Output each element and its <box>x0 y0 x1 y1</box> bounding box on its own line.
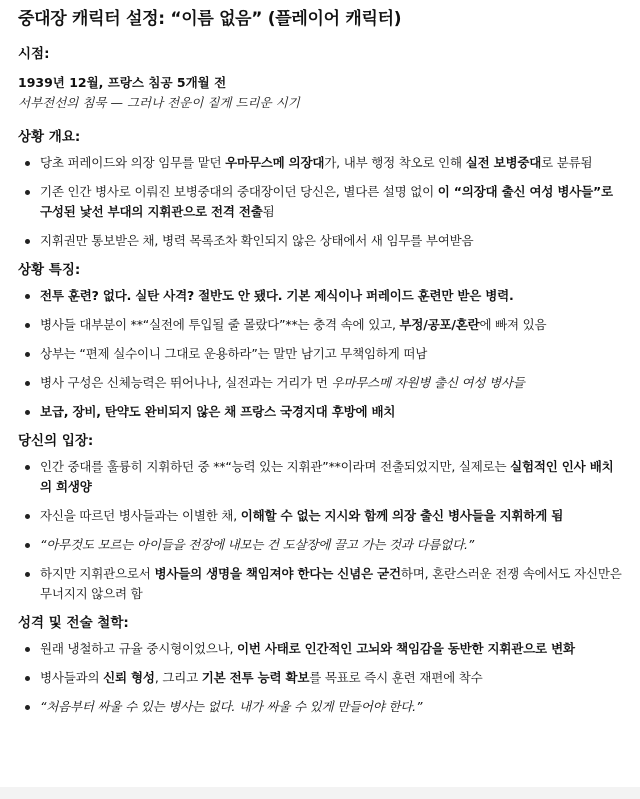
list-item: 보급, 장비, 탄약도 완비되지 않은 채 프랑스 국경지대 후방에 배치 <box>18 402 622 422</box>
position-list <box>18 457 622 604</box>
list-item: 병사들 대부분이 **“실전에 투입될 줄 몰랐다”**는 충격 속에 있고, 부정/공포/혼란에 빠져 있음 <box>18 315 622 335</box>
time-date: 1939년 12월, 프랑스 침공 5개월 전 <box>18 75 227 90</box>
list-item: 원래 냉철하고 규율 중시형이었으나, 이번 사태로 인간적인 고뇌와 책임감을 동반한 지휘관으로 변화 <box>18 639 622 659</box>
list-item: “아무것도 모르는 아이들을 전장에 내모는 건 도살장에 끌고 가는 것과 다름없다.” <box>18 535 622 555</box>
document-title: 중대장 캐릭터 설정: “이름 없음” (플레이어 캐릭터) <box>18 9 402 29</box>
list-item: 지휘권만 통보받은 채, 병력 목록조차 확인되지 않은 상태에서 새 임무를 부여받음 <box>18 231 622 251</box>
section-heading-overview: 상황 개요: <box>18 129 81 145</box>
list-item: 기존 인간 병사로 이뤄진 보병중대의 중대장이던 당신은, 별다른 설명 없이 이 “의장대 출신 여성 병사들”로 구성된 낯선 부대의 지휘관으로 전격 전출됨 <box>18 182 622 222</box>
list-item: 병사들과의 신뢰 형성, 그리고 기본 전투 능력 확보를 목표로 즉시 훈련 재편에 착수 <box>18 668 622 688</box>
section-heading-position: 당신의 입장: <box>18 433 94 449</box>
philosophy-list <box>18 639 622 717</box>
list-item: 하지만 지휘관으로서 병사들의 생명을 책임져야 한다는 신념은 굳건하며, 혼란스러운 전쟁 속에서도 자신만은 무너지지 않으려 함 <box>18 564 622 604</box>
features-list <box>18 286 622 422</box>
list-item: 당초 퍼레이드와 의장 임무를 맡던 우마무스메 의장대가, 내부 행정 착오로 인해 실전 보병중대로 분류됨 <box>18 153 622 173</box>
list-item: 인간 중대를 훌륭히 지휘하던 중 **“능력 있는 지휘관”**이라며 전출되었지만, 실제로는 실험적인 인사 배치의 희생양 <box>18 457 622 497</box>
section-heading-philosophy: 성격 및 전술 철학: <box>18 615 129 631</box>
list-item: 병사 구성은 신체능력은 뛰어나나, 실전과는 거리가 먼 우마무스메 자원병 출신 여성 병사들 <box>18 373 622 393</box>
list-item: 전투 훈련? 없다. 실탄 사격? 절반도 안 됐다. 기본 제식이나 퍼레이드 훈련만 받은 병력. <box>18 286 622 306</box>
overview-list <box>18 153 622 251</box>
bottom-divider <box>0 787 640 799</box>
time-subtitle: 서부전선의 침묵 — 그러나 전운이 짙게 드리운 시기 <box>18 95 300 110</box>
section-heading-time: 시점: <box>18 46 50 62</box>
list-item: “처음부터 싸울 수 있는 병사는 없다. 내가 싸울 수 있게 만들어야 한다.” <box>18 697 622 717</box>
list-item: 자신을 따르던 병사들과는 이별한 채, 이해할 수 없는 지시와 함께 의장 출신 병사들을 지휘하게 됨 <box>18 506 622 526</box>
list-item: 상부는 “편제 실수이니 그대로 운용하라”는 말만 남기고 무책임하게 떠남 <box>18 344 622 364</box>
section-heading-features: 상황 특징: <box>18 262 81 278</box>
